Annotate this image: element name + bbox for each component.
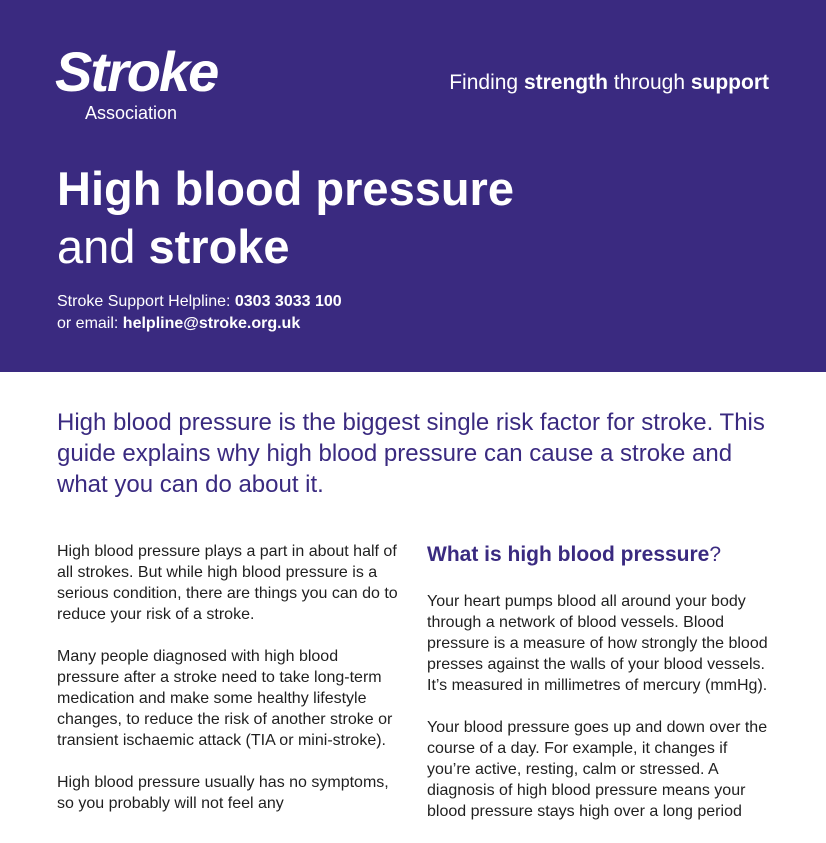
body-paragraph: High blood pressure usually has no symptoms, so you probably will not feel any [57, 774, 389, 812]
page-title [57, 160, 514, 276]
contact-info [57, 291, 342, 335]
body-paragraph: Your blood pressure goes up and down over the course of a day. For example, it changes if you’re active, resting, calm or stressed. A diagnosis of high blood pressure means your blood pressure stays high over a long period [427, 719, 768, 820]
body-paragraph: High blood pressure plays a part in about half of all strokes. But while high blood pressure is a serious condition, there are things you can do to reduce your risk of a stroke. [57, 543, 398, 623]
section-heading-mark: ? [709, 543, 722, 566]
body-paragraph: Many people diagnosed with high blood pressure after a stroke need to take long-term medication and make some healthy lifestyle changes, to reduce the risk of another stroke or transient ischaemic attack (TIA or mini-stroke). [57, 648, 393, 749]
body-paragraph: Your heart pumps blood all around your body through a network of blood vessels. Blood pressure is a measure of how strongly the blood presses against the walls of your blood vessels. It’s measured in millimetres of mercury (mmHg). [427, 593, 768, 694]
email-link[interactable]: helpline@stroke.org.uk [122, 315, 301, 332]
tagline-part: through [607, 71, 691, 94]
tagline [449, 70, 769, 96]
title-line-2-bold: stroke [148, 220, 290, 273]
tagline-part: Finding [449, 71, 524, 94]
section-heading [427, 541, 772, 569]
intro-text: High blood pressure is the biggest single risk factor for stroke. This guide explains why high blood pressure can cause a stroke and what you can do about it. [57, 409, 765, 498]
helpline-line [57, 291, 342, 313]
title-line-2 [57, 218, 514, 276]
title-line-1: High blood pressure [57, 162, 514, 215]
tagline-bold: strength [523, 71, 608, 94]
section-heading-text: What is high blood pressure [427, 543, 710, 566]
tagline-bold: support [690, 71, 769, 94]
helpline-number[interactable]: 0303 3033 100 [234, 293, 342, 310]
email-label: or email: [57, 315, 123, 332]
right-column [427, 541, 772, 843]
logo-subtitle: Association [85, 103, 178, 123]
stroke-association-logo[interactable] [55, 40, 225, 125]
left-column [57, 541, 402, 835]
email-line [57, 313, 342, 335]
title-line-2-prefix: and [57, 220, 149, 273]
logo-wordmark: Stroke [55, 40, 218, 103]
header-banner [0, 0, 826, 372]
helpline-label: Stroke Support Helpline: [57, 293, 235, 310]
